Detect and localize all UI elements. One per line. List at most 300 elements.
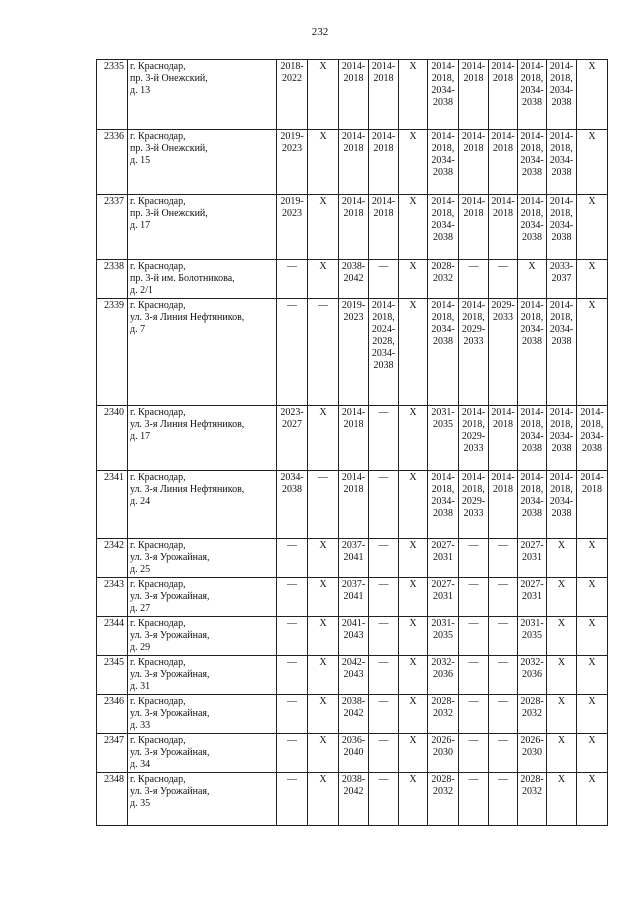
table-row <box>97 195 608 260</box>
address-cell <box>128 299 277 406</box>
schedule-cell <box>428 260 459 299</box>
schedule-value: 2038 <box>433 508 453 519</box>
schedule-value: 2023 <box>282 143 302 154</box>
schedule-value: 2032- <box>520 657 544 668</box>
schedule-value: 2019- <box>280 196 304 207</box>
schedule-cell <box>277 695 308 734</box>
address-line: ул. 3-я Линия Нефтяников, <box>130 419 245 430</box>
schedule-cell <box>277 299 308 406</box>
schedule-value: 2018, <box>520 143 544 154</box>
schedule-cell <box>489 539 518 578</box>
schedule-cell <box>339 734 369 773</box>
schedule-cell <box>459 539 489 578</box>
schedule-value: 2014- <box>371 61 396 72</box>
schedule-value: 2029- <box>491 300 515 311</box>
schedule-value: 2022 <box>282 73 302 84</box>
schedule-value: — <box>378 579 389 590</box>
schedule-value: 2038 <box>522 232 542 243</box>
schedule-value: — <box>498 735 508 746</box>
schedule-value: — <box>468 774 479 785</box>
schedule-cell <box>369 260 399 299</box>
schedule-value: — <box>378 774 389 785</box>
schedule-cell <box>577 60 608 130</box>
schedule-cell <box>369 773 399 826</box>
schedule-value: 2031 <box>522 591 542 602</box>
schedule-value: 2038 <box>551 232 572 243</box>
schedule-cell <box>277 617 308 656</box>
schedule-cell <box>277 60 308 130</box>
schedule-value: X <box>409 696 417 707</box>
schedule-value: 2018, <box>462 419 485 430</box>
address-cell <box>128 539 277 578</box>
schedule-value: — <box>378 657 389 668</box>
schedule-value: 2014- <box>371 196 396 207</box>
schedule-value: 2014- <box>461 61 486 72</box>
schedule-cell <box>369 695 399 734</box>
row-number: 2344 <box>97 617 128 656</box>
schedule-value: 2038 <box>551 167 572 178</box>
schedule-cell <box>518 578 547 617</box>
schedule-value: — <box>468 261 479 272</box>
schedule-cell <box>428 299 459 406</box>
schedule-cell <box>277 578 308 617</box>
schedule-cell <box>459 734 489 773</box>
schedule-cell <box>399 299 428 406</box>
schedule-value: 2014- <box>549 196 574 207</box>
schedule-value: 2027- <box>431 540 455 551</box>
schedule-cell <box>577 299 608 406</box>
schedule-cell <box>399 195 428 260</box>
schedule-value: 2038 <box>282 484 302 495</box>
schedule-value: 2014- <box>549 300 574 311</box>
address-line: пр. 3-й Онежский, <box>130 73 208 84</box>
schedule-value: X <box>409 261 417 272</box>
address-line: ул. 3-я Урожайная, <box>130 747 210 758</box>
schedule-value: — <box>498 540 508 551</box>
schedule-cell <box>489 471 518 539</box>
schedule-cell <box>308 695 339 734</box>
schedule-value: X <box>319 407 327 418</box>
schedule-value: 2038 <box>551 97 572 108</box>
schedule-cell <box>489 656 518 695</box>
address-line: д. 2/1 <box>130 285 153 296</box>
schedule-value: X <box>319 540 327 551</box>
schedule-cell <box>308 406 339 471</box>
schedule-value: 2043 <box>343 669 364 680</box>
schedule-value: 2018 <box>343 143 364 154</box>
schedule-value: X <box>588 261 596 272</box>
schedule-value: 2038- <box>341 696 366 707</box>
schedule-cell <box>369 299 399 406</box>
schedule-value: 2032 <box>433 708 453 719</box>
schedule-value: X <box>557 696 566 707</box>
schedule-value: X <box>588 61 596 72</box>
address-cell <box>128 406 277 471</box>
schedule-cell <box>399 406 428 471</box>
schedule-cell <box>339 539 369 578</box>
schedule-value: 2014- <box>520 300 544 311</box>
schedule-value: 2018, <box>550 208 573 219</box>
schedule-cell <box>308 60 339 130</box>
schedule-value: X <box>588 300 596 311</box>
schedule-cell <box>428 773 459 826</box>
schedule-value: 2014- <box>461 407 486 418</box>
schedule-cell <box>547 539 577 578</box>
schedule-value: 2034- <box>431 155 455 166</box>
schedule-value: 2034- <box>431 85 455 96</box>
schedule-cell <box>369 656 399 695</box>
schedule-cell <box>399 617 428 656</box>
address-line: ул. 3-я Урожайная, <box>130 669 210 680</box>
schedule-cell <box>577 539 608 578</box>
schedule-value: 2028- <box>431 261 455 272</box>
schedule-value: — <box>378 696 389 707</box>
schedule-value: 2028, <box>372 336 395 347</box>
address-line: г. Краснодар, <box>130 696 186 707</box>
schedule-value: 2026- <box>431 735 455 746</box>
schedule-value: 2014- <box>520 61 544 72</box>
schedule-cell <box>369 578 399 617</box>
schedule-value: 2042 <box>343 786 364 797</box>
schedule-value: 2014- <box>431 472 455 483</box>
schedule-value: 2033 <box>463 443 484 454</box>
address-line: д. 13 <box>130 85 151 96</box>
address-cell <box>128 773 277 826</box>
schedule-value: 2038 <box>433 97 453 108</box>
schedule-value: 2014- <box>431 61 455 72</box>
schedule-value: X <box>409 407 417 418</box>
schedule-value: 2018, <box>520 484 544 495</box>
schedule-value: — <box>378 540 389 551</box>
schedule-cell <box>489 299 518 406</box>
schedule-cell <box>399 130 428 195</box>
schedule-value: X <box>319 196 327 207</box>
schedule-value: 2042 <box>343 273 364 284</box>
address-cell <box>128 734 277 773</box>
schedule-value: 2018, <box>431 143 455 154</box>
schedule-value: 2023- <box>280 407 304 418</box>
schedule-cell <box>547 578 577 617</box>
table-row <box>97 578 608 617</box>
schedule-cell <box>308 773 339 826</box>
schedule-cell <box>577 578 608 617</box>
schedule-cell <box>547 299 577 406</box>
address-line: д. 24 <box>130 496 151 507</box>
address-line: д. 33 <box>130 720 151 731</box>
schedule-value: 2018 <box>373 73 394 84</box>
schedule-value: 2038- <box>341 261 366 272</box>
schedule-value: 2037 <box>551 273 572 284</box>
address-line: г. Краснодар, <box>130 61 186 72</box>
schedule-value: 2014- <box>520 196 544 207</box>
schedule-value: 2030 <box>522 747 542 758</box>
schedule-value: 2014- <box>371 131 396 142</box>
schedule-cell <box>399 773 428 826</box>
schedule-cell <box>547 60 577 130</box>
schedule-cell <box>459 130 489 195</box>
schedule-cell <box>308 617 339 656</box>
schedule-cell <box>277 195 308 260</box>
schedule-value: X <box>319 657 327 668</box>
schedule-cell <box>339 617 369 656</box>
schedule-cell <box>489 578 518 617</box>
schedule-value: 2030 <box>433 747 453 758</box>
schedule-value: 2018, <box>550 73 573 84</box>
schedule-cell <box>518 60 547 130</box>
row-number: 2342 <box>97 539 128 578</box>
schedule-value: 2029- <box>461 431 486 442</box>
schedule-value: X <box>319 696 327 707</box>
schedule-cell <box>339 406 369 471</box>
schedule-value: 2034- <box>520 324 544 335</box>
schedule-value: 2027 <box>282 419 302 430</box>
schedule-cell <box>577 617 608 656</box>
schedule-cell <box>339 195 369 260</box>
address-line: г. Краснодар, <box>130 407 186 418</box>
schedule-cell <box>547 130 577 195</box>
address-line: г. Краснодар, <box>130 735 186 746</box>
schedule-value: X <box>588 774 596 785</box>
schedule-value: 2014- <box>580 407 604 418</box>
schedule-cell <box>547 773 577 826</box>
address-line: г. Краснодар, <box>130 131 186 142</box>
schedule-cell <box>339 471 369 539</box>
schedule-value: 2018 <box>463 143 484 154</box>
schedule-cell <box>489 695 518 734</box>
address-cell <box>128 130 277 195</box>
schedule-value: 2032 <box>433 273 453 284</box>
schedule-value: 2014- <box>580 472 604 483</box>
schedule-cell <box>489 260 518 299</box>
address-line: д. 17 <box>130 431 151 442</box>
schedule-cell <box>369 539 399 578</box>
schedule-cell <box>339 130 369 195</box>
schedule-cell <box>428 471 459 539</box>
schedule-cell <box>577 406 608 471</box>
schedule-cell <box>547 260 577 299</box>
row-number: 2337 <box>97 195 128 260</box>
schedule-cell <box>547 471 577 539</box>
schedule-cell <box>489 195 518 260</box>
schedule-value: X <box>588 540 596 551</box>
row-number: 2346 <box>97 695 128 734</box>
schedule-value: 2038 <box>522 167 542 178</box>
schedule-value: X <box>409 618 417 629</box>
schedule-value: 2036 <box>522 669 542 680</box>
schedule-value: 2036 <box>433 669 453 680</box>
schedule-value: 2018, <box>550 143 573 154</box>
schedule-value: 2014- <box>491 407 515 418</box>
schedule-cell <box>518 617 547 656</box>
schedule-value: X <box>319 261 327 272</box>
schedule-cell <box>518 539 547 578</box>
schedule-cell <box>518 773 547 826</box>
schedule-cell <box>518 130 547 195</box>
schedule-cell <box>577 695 608 734</box>
schedule-cell <box>518 260 547 299</box>
schedule-value: 2014- <box>431 131 455 142</box>
schedule-value: 2018 <box>463 73 484 84</box>
schedule-value: X <box>319 131 327 142</box>
schedule-value: 2034- <box>549 220 574 231</box>
schedule-value: 2038 <box>522 443 542 454</box>
schedule-value: 2018, <box>550 419 573 430</box>
address-cell <box>128 195 277 260</box>
schedule-value: 2038 <box>373 360 394 371</box>
schedule-value: X <box>409 657 417 668</box>
schedule-value: 2018, <box>462 312 485 323</box>
address-line: г. Краснодар, <box>130 300 186 311</box>
schedule-value: 2019- <box>341 300 366 311</box>
address-line: г. Краснодар, <box>130 579 186 590</box>
schedule-value: 2041- <box>341 618 366 629</box>
schedule-value: — <box>468 696 479 707</box>
schedule-value: 2035 <box>433 630 453 641</box>
schedule-value: — <box>287 540 297 551</box>
address-line: г. Краснодар, <box>130 618 186 629</box>
schedule-value: 2028- <box>431 696 455 707</box>
schedule-cell <box>339 260 369 299</box>
schedule-value: 2014- <box>341 407 366 418</box>
schedule-value: X <box>557 774 566 785</box>
address-line: д. 34 <box>130 759 151 770</box>
schedule-cell <box>428 695 459 734</box>
schedule-value: 2026- <box>520 735 544 746</box>
schedule-value: 2033 <box>463 508 484 519</box>
schedule-value: 2040 <box>343 747 364 758</box>
schedule-value: 2034- <box>549 431 574 442</box>
schedule-cell <box>518 406 547 471</box>
schedule-cell <box>308 656 339 695</box>
schedule-value: 2034- <box>431 496 455 507</box>
schedule-cell <box>308 471 339 539</box>
schedule-value: 2032 <box>522 786 542 797</box>
schedule-value: 2018 <box>493 143 513 154</box>
address-cell <box>128 695 277 734</box>
schedule-value: 2038- <box>341 774 366 785</box>
schedule-value: 2018 <box>582 484 602 495</box>
address-line: ул. 3-я Урожайная, <box>130 630 210 641</box>
schedule-value: — <box>287 774 297 785</box>
schedule-value: 2029- <box>461 324 486 335</box>
schedule-cell <box>577 130 608 195</box>
schedule-value: X <box>588 657 596 668</box>
schedule-value: X <box>319 61 327 72</box>
schedule-cell <box>547 406 577 471</box>
schedule-value: — <box>498 618 508 629</box>
schedule-value: 2038 <box>522 97 542 108</box>
schedule-cell <box>547 195 577 260</box>
schedule-value: 2014- <box>549 407 574 418</box>
schedule-value: 2038 <box>551 508 572 519</box>
address-line: ул. 3-я Линия Нефтяников, <box>130 484 245 495</box>
row-number: 2338 <box>97 260 128 299</box>
address-cell <box>128 578 277 617</box>
schedule-value: 2018, <box>580 419 604 430</box>
table-row <box>97 60 608 130</box>
schedule-value: 2014- <box>341 61 366 72</box>
schedule-value: — <box>287 657 297 668</box>
schedule-cell <box>308 734 339 773</box>
schedule-value: 2034- <box>549 324 574 335</box>
schedule-value: 2018, <box>520 419 544 430</box>
schedule-cell <box>428 130 459 195</box>
page-number: 232 <box>311 26 329 38</box>
table-body <box>97 60 608 826</box>
address-line: г. Краснодар, <box>130 196 186 207</box>
schedule-value: X <box>557 540 566 551</box>
schedule-cell <box>339 656 369 695</box>
schedule-cell <box>489 773 518 826</box>
schedule-value: X <box>409 472 417 483</box>
schedule-value: 2028- <box>520 696 544 707</box>
schedule-cell <box>577 471 608 539</box>
address-line: ул. 3-я Урожайная, <box>130 708 210 719</box>
schedule-value: — <box>287 696 297 707</box>
schedule-value: 2014- <box>341 131 366 142</box>
schedule-value: — <box>318 472 328 483</box>
address-line: г. Краснодар, <box>130 657 186 668</box>
schedule-cell <box>308 260 339 299</box>
schedule-value: 2018 <box>493 484 513 495</box>
schedule-cell <box>459 471 489 539</box>
address-line: д. 31 <box>130 681 151 692</box>
schedule-cell <box>399 539 428 578</box>
schedule-value: 2014- <box>461 131 486 142</box>
schedule-value: 2018, <box>431 208 455 219</box>
schedule-value: 2028- <box>431 774 455 785</box>
schedule-value: 2042 <box>343 708 364 719</box>
schedule-cell <box>399 260 428 299</box>
row-number: 2341 <box>97 471 128 539</box>
table-row <box>97 656 608 695</box>
schedule-cell <box>339 60 369 130</box>
schedule-value: 2035 <box>433 419 453 430</box>
schedule-value: 2027- <box>431 579 455 590</box>
schedule-value: X <box>409 735 417 746</box>
schedule-value: 2024- <box>371 324 396 335</box>
schedule-value: X <box>557 735 566 746</box>
schedule-value: 2043 <box>343 630 364 641</box>
schedule-value: 2034- <box>371 348 396 359</box>
schedule-value: — <box>468 579 479 590</box>
schedule-cell <box>428 406 459 471</box>
address-line: д. 7 <box>130 324 146 335</box>
schedule-cell <box>428 539 459 578</box>
schedule-cell <box>369 471 399 539</box>
schedule-value: X <box>409 61 417 72</box>
schedule-value: 2034- <box>520 155 544 166</box>
schedule-value: 2034- <box>520 496 544 507</box>
schedule-value: — <box>287 618 297 629</box>
schedule-value: X <box>409 131 417 142</box>
schedule-value: 2014- <box>461 472 486 483</box>
schedule-value: 2031 <box>433 591 453 602</box>
schedule-value: 2014- <box>520 472 544 483</box>
schedule-value: 2014- <box>491 472 515 483</box>
schedule-cell <box>428 734 459 773</box>
schedule-cell <box>399 60 428 130</box>
schedule-cell <box>518 299 547 406</box>
address-cell <box>128 260 277 299</box>
schedule-cell <box>428 656 459 695</box>
schedule-value: 2034- <box>549 496 574 507</box>
schedule-value: — <box>378 261 389 272</box>
schedule-cell <box>547 656 577 695</box>
table-row <box>97 734 608 773</box>
table-row <box>97 130 608 195</box>
schedule-value: X <box>319 774 327 785</box>
